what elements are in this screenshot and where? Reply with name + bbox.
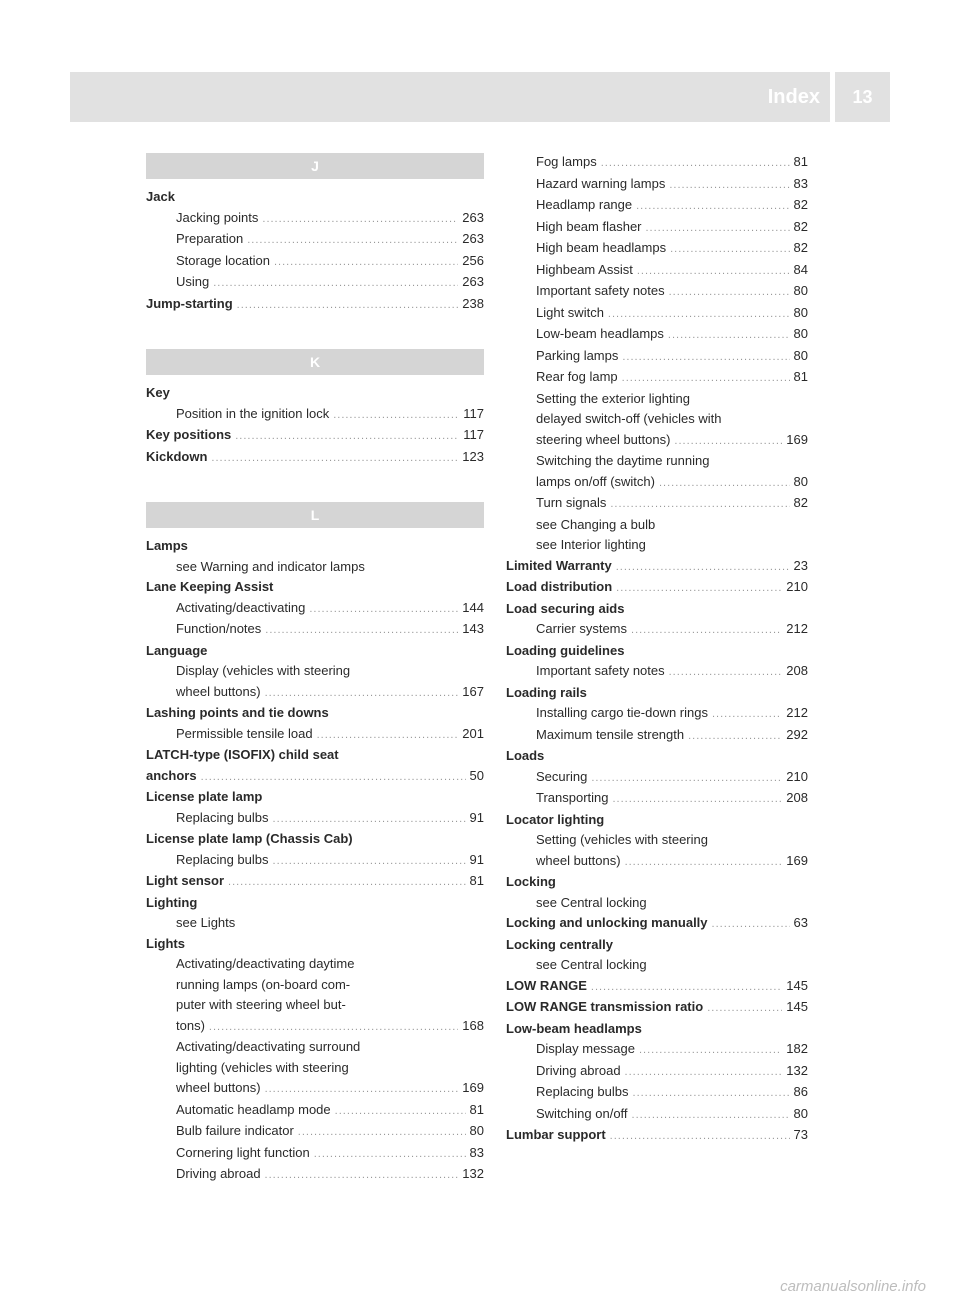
leader-dots [639,1040,782,1061]
leader-dots [632,1105,790,1126]
leader-dots [608,304,790,325]
leader-dots [298,1122,466,1143]
leader-dots [633,1083,790,1104]
page-ref: 145 [786,999,808,1014]
leader-dots [247,230,458,251]
index-heading-entry [146,641,484,662]
entry-text: Lights [146,935,185,951]
index-sub-entry [146,1016,484,1038]
index-sub-entry [506,389,808,410]
index-sub-entry [146,995,484,1016]
index-sub-entry [146,850,484,872]
index-sub-entry [146,1037,484,1058]
leader-dots [625,852,783,873]
leader-dots [712,914,790,935]
index-sub-entry [506,788,808,810]
page-ref: 80 [793,1105,808,1121]
leader-dots [274,252,458,273]
page-ref: 182 [786,1041,808,1056]
leader-dots [610,494,789,515]
page-ref: 84 [793,261,808,277]
entry-text: Locator lighting [506,811,605,827]
entry-text: Function/notes [176,621,262,636]
leader-dots [237,295,459,316]
index-sub-entry [506,851,808,873]
page-title: Index [767,85,820,108]
index-sub-entry [506,703,808,725]
index-sub-entry [146,251,484,273]
index-sub-entry [146,619,484,641]
entry-text: wheel buttons) [176,683,261,699]
index-heading-entry [146,447,484,469]
index-column-right [506,152,808,1147]
index-sub-entry [146,1078,484,1100]
entry-text: Locking centrally [506,936,613,952]
index-sub-entry [506,238,808,260]
index-sub-entry [506,830,808,851]
entry-text: wheel buttons) [176,1080,261,1095]
entry-text: Load distribution [506,579,613,594]
entry-text: Activating/deactivating [176,599,306,615]
index-heading-entry [506,599,808,620]
index-sub-entry [506,451,808,472]
entry-text: Position in the ignition lock [176,405,330,421]
index-heading-entry [146,425,484,447]
entry-text: Cornering light function [176,1144,310,1160]
index-sub-entry [506,367,808,389]
page-ref: 263 [462,231,484,246]
page-ref: 132 [462,1166,484,1181]
page-ref: 263 [462,274,484,289]
page-ref: 91 [469,851,484,867]
entry-text: Activating/deactivating daytime [176,956,355,971]
leader-dots [228,872,466,893]
page-ref: 210 [786,768,808,784]
index-heading-entry [506,556,808,578]
page-ref: 145 [786,977,808,993]
entry-text: Driving abroad [536,1062,621,1078]
entry-text: Replacing bulbs [176,809,269,825]
index-heading-entry [146,703,484,724]
leader-dots [674,431,782,452]
section-letter-j: J [146,153,484,179]
index-sub-entry [506,409,808,430]
index-sub-entry [506,174,808,196]
index-sub-entry [506,472,808,494]
index-sub-entry [506,767,808,789]
entry-text: running lamps (on-board com- [176,976,351,992]
index-sub-entry [146,1058,484,1079]
page-ref: 63 [793,915,808,930]
page-ref: 80 [793,347,808,363]
index-sub-entry [146,682,484,704]
entry-text: see Lights [176,915,236,930]
leader-dots [637,261,790,282]
entry-text: Transporting [536,790,609,805]
page-number: 13 [835,72,890,122]
leader-dots [273,851,466,872]
page-ref: 50 [469,767,484,783]
index-heading-entry [506,746,808,767]
entry-text: Replacing bulbs [176,851,269,867]
index-sub-entry [506,1082,808,1104]
leader-dots [317,725,459,746]
entry-text: Loading guidelines [506,642,625,658]
section-letter-k: K [146,349,484,375]
entry-text: Activating/deactivating surround [176,1039,361,1054]
entry-text: steering wheel buttons) [536,431,671,447]
entry-text: Securing [536,768,588,784]
page-ref: 91 [469,809,484,825]
entry-text: Loads [506,748,545,763]
entry-text: Important safety notes [536,283,665,298]
index-heading-entry [146,383,484,404]
section-gap [146,315,484,349]
index-sub-entry [506,493,808,515]
entry-text: Setting (vehicles with steering [536,832,708,847]
index-sub-entry [146,208,484,230]
leader-dots [622,368,790,389]
leader-dots [335,1101,466,1122]
leader-dots [616,557,790,578]
index-sub-entry [506,303,808,325]
section-letter-l: L [146,502,484,528]
index-sub-entry [506,893,808,914]
page-ref: 117 [463,405,484,421]
entry-text: Permissible tensile load [176,725,313,741]
entry-text: lamps on/off (switch) [536,473,655,489]
page-ref: 80 [793,473,808,489]
entry-text: anchors [146,767,197,783]
leader-dots [659,473,790,494]
entry-text: Fog lamps [536,154,597,169]
entry-text: Installing cargo tie-down rings [536,705,708,720]
leader-dots [646,218,790,239]
watermark: carmanualsonline.info [780,1278,926,1295]
leader-dots [707,998,782,1019]
entry-text: Parking lamps [536,347,619,363]
leader-dots [265,1165,459,1186]
index-sub-entry [146,598,484,620]
index-sub-entry [506,725,808,747]
index-sub-entry [506,1061,808,1083]
index-heading-entry [506,872,808,893]
index-heading-entry [506,935,808,956]
leader-dots [591,977,782,998]
index-sub-entry [506,324,808,346]
index-sub-entry [506,346,808,368]
index-sub-entry [506,619,808,641]
entry-text: Using [176,274,210,289]
leader-dots [625,1062,783,1083]
index-heading-entry [506,976,808,998]
entry-text: Lamps [146,538,188,553]
index-sub-entry [146,1121,484,1143]
entry-text: Lighting [146,894,198,910]
index-sub-entry [506,515,808,536]
entry-text: Driving abroad [176,1166,261,1181]
entry-text: Light sensor [146,873,225,888]
entry-text: Load securing aids [506,600,625,616]
page-ref: 256 [462,252,484,268]
leader-dots [265,1079,459,1100]
entry-text: Language [146,642,208,658]
page-ref: 212 [786,705,808,720]
leader-dots [668,325,790,346]
leader-dots [235,426,459,447]
entry-text: Locking [506,874,556,889]
leader-dots [669,282,790,303]
entry-text: LOW RANGE transmission ratio [506,999,704,1014]
page-ref: 82 [793,240,808,255]
entry-text: Key [146,385,170,400]
leader-dots [262,209,458,230]
entry-text: Lashing points and tie downs [146,705,329,720]
index-heading-entry [506,913,808,935]
page-ref: 208 [786,790,808,805]
page-ref: 210 [786,579,808,594]
entry-text: License plate lamp (Chassis Cab) [146,831,353,846]
index-heading-entry [146,787,484,808]
entry-text: Low-beam headlamps [536,326,664,341]
leader-dots [631,620,782,641]
index-sub-entry [506,535,808,556]
index-heading-entry [146,577,484,598]
entry-text: Replacing bulbs [536,1084,629,1099]
index-heading-entry [146,829,484,850]
index-sub-entry [506,195,808,217]
index-heading-entry [506,997,808,1019]
entry-text: Turn signals [536,495,607,510]
page-ref: 169 [462,1080,484,1095]
page-ref: 292 [786,726,808,742]
index-sub-entry [146,808,484,830]
entry-text: LOW RANGE [506,977,587,993]
section-gap [146,468,484,502]
entry-text: tons) [176,1017,205,1033]
index-heading-entry [146,893,484,914]
index-sub-entry [146,229,484,251]
entry-text: Jump-starting [146,295,233,311]
entry-text: delayed switch-off (vehicles with [536,411,722,426]
leader-dots [314,1144,466,1165]
entry-text: Highbeam Assist [536,261,633,277]
entry-text: Locking and unlocking manually [506,915,708,930]
entry-text: Bulb failure indicator [176,1123,294,1138]
entry-text: Carrier systems [536,621,628,636]
page-ref: 80 [793,326,808,341]
index-heading-entry [146,294,484,316]
leader-dots [211,448,458,469]
page-ref: 212 [786,621,808,636]
index-sub-entry [146,404,484,426]
page-ref: 81 [793,154,808,169]
page-ref: 80 [793,304,808,320]
entry-text: see Central locking [536,957,647,972]
index-heading-entry [146,934,484,955]
entry-text: Headlamp range [536,197,633,212]
entry-text: Hazard warning lamps [536,175,666,191]
entry-text: Setting the exterior lighting [536,390,690,406]
index-heading-entry [506,810,808,831]
leader-dots [670,239,789,260]
entry-text: Lumbar support [506,1127,606,1142]
index-heading-entry [146,871,484,893]
entry-text: Switching the daytime running [536,453,710,468]
page-ref: 263 [462,209,484,225]
leader-dots [209,1017,458,1038]
entry-text: Switching on/off [536,1105,628,1121]
page-ref: 86 [793,1084,808,1099]
leader-dots [333,405,459,426]
page-ref: 81 [793,369,808,384]
index-sub-entry [506,1039,808,1061]
index-heading-entry [506,1019,808,1040]
entry-text: Loading rails [506,684,587,700]
leader-dots [636,196,789,217]
index-heading-entry [146,187,484,208]
leader-dots [669,662,783,683]
index-sub-entry [146,661,484,682]
entry-text: lighting (vehicles with steering [176,1059,349,1075]
entry-text: see Warning and indicator lamps [176,558,365,574]
leader-dots [213,273,458,294]
entry-text: Key positions [146,427,232,442]
page-ref: 117 [463,427,484,442]
leader-dots [309,599,458,620]
page-ref: 80 [793,283,808,298]
index-sub-entry [146,1143,484,1165]
index-sub-entry [146,272,484,294]
entry-text: High beam headlamps [536,240,667,255]
leader-dots [610,1126,790,1147]
page-ref: 83 [469,1144,484,1160]
leader-dots [601,153,790,174]
entry-text: see Changing a bulb [536,516,656,532]
leader-dots [265,683,459,704]
index-sub-entry [506,281,808,303]
page-ref: 144 [462,599,484,615]
index-heading-entry [506,641,808,662]
index-column-left [146,153,484,1186]
index-heading-entry [506,1125,808,1147]
index-heading-entry [146,745,484,766]
index-heading-entry [146,766,484,788]
index-sub-entry [146,724,484,746]
page-ref: 238 [462,295,484,311]
entry-text: Automatic headlamp mode [176,1101,331,1117]
index-sub-entry [506,152,808,174]
page-ref: 167 [462,683,484,699]
entry-text: see Central locking [536,894,647,910]
index-heading-entry [146,536,484,557]
entry-text: Preparation [176,231,244,246]
entry-text: Rear fog lamp [536,369,618,384]
page-ref: 169 [786,852,808,868]
index-heading-entry [506,683,808,704]
page-ref: 168 [462,1017,484,1033]
index-sub-entry [506,430,808,452]
page-ref: 132 [786,1062,808,1078]
entry-text: Maximum tensile strength [536,726,685,742]
entry-text: Kickdown [146,448,208,464]
entry-text: Storage location [176,252,270,268]
entry-text: Low-beam headlamps [506,1020,642,1036]
index-sub-entry [146,954,484,975]
index-sub-entry [506,1104,808,1126]
leader-dots [712,704,782,725]
leader-dots [591,768,782,789]
index-sub-entry [146,557,484,578]
index-sub-entry [506,260,808,282]
index-sub-entry [506,955,808,976]
page-ref: 82 [793,218,808,234]
entry-text: Lane Keeping Assist [146,579,274,594]
page-ref: 81 [469,873,484,888]
page-ref: 80 [469,1123,484,1138]
page-ref: 83 [793,175,808,191]
index-sub-entry [146,1164,484,1186]
entry-text: puter with steering wheel but- [176,997,346,1012]
page-ref: 123 [462,448,484,464]
leader-dots [273,809,466,830]
index-sub-entry [506,217,808,239]
leader-dots [622,347,789,368]
entry-text: Jacking points [176,209,259,225]
page-ref: 143 [462,621,484,636]
entry-text: Light switch [536,304,604,320]
page-ref: 82 [793,197,808,212]
page-ref: 208 [786,663,808,678]
page-ref: 23 [793,557,808,573]
page-ref: 201 [462,725,484,741]
index-sub-entry [146,975,484,996]
leader-dots [616,578,782,599]
page-ref: 81 [469,1101,484,1117]
entry-text: Important safety notes [536,663,665,678]
page-ref: 73 [793,1127,808,1142]
entry-text: Limited Warranty [506,557,612,573]
leader-dots [669,175,789,196]
leader-dots [688,726,782,747]
index-sub-entry [506,661,808,683]
index-sub-entry [146,1100,484,1122]
leader-dots [201,767,466,788]
page-ref: 169 [786,431,808,447]
entry-text: wheel buttons) [536,852,621,868]
entry-text: Jack [146,189,175,204]
entry-text: License plate lamp [146,789,263,804]
index-sub-entry [146,913,484,934]
entry-text: see Interior lighting [536,537,646,552]
entry-text: High beam flasher [536,218,642,234]
page-ref: 82 [793,495,808,510]
entry-text: LATCH-type (ISOFIX) child seat [146,747,339,762]
entry-text: Display (vehicles with steering [176,663,351,678]
entry-text: Display message [536,1041,635,1056]
leader-dots [265,620,458,641]
leader-dots [613,789,783,810]
index-heading-entry [506,577,808,599]
